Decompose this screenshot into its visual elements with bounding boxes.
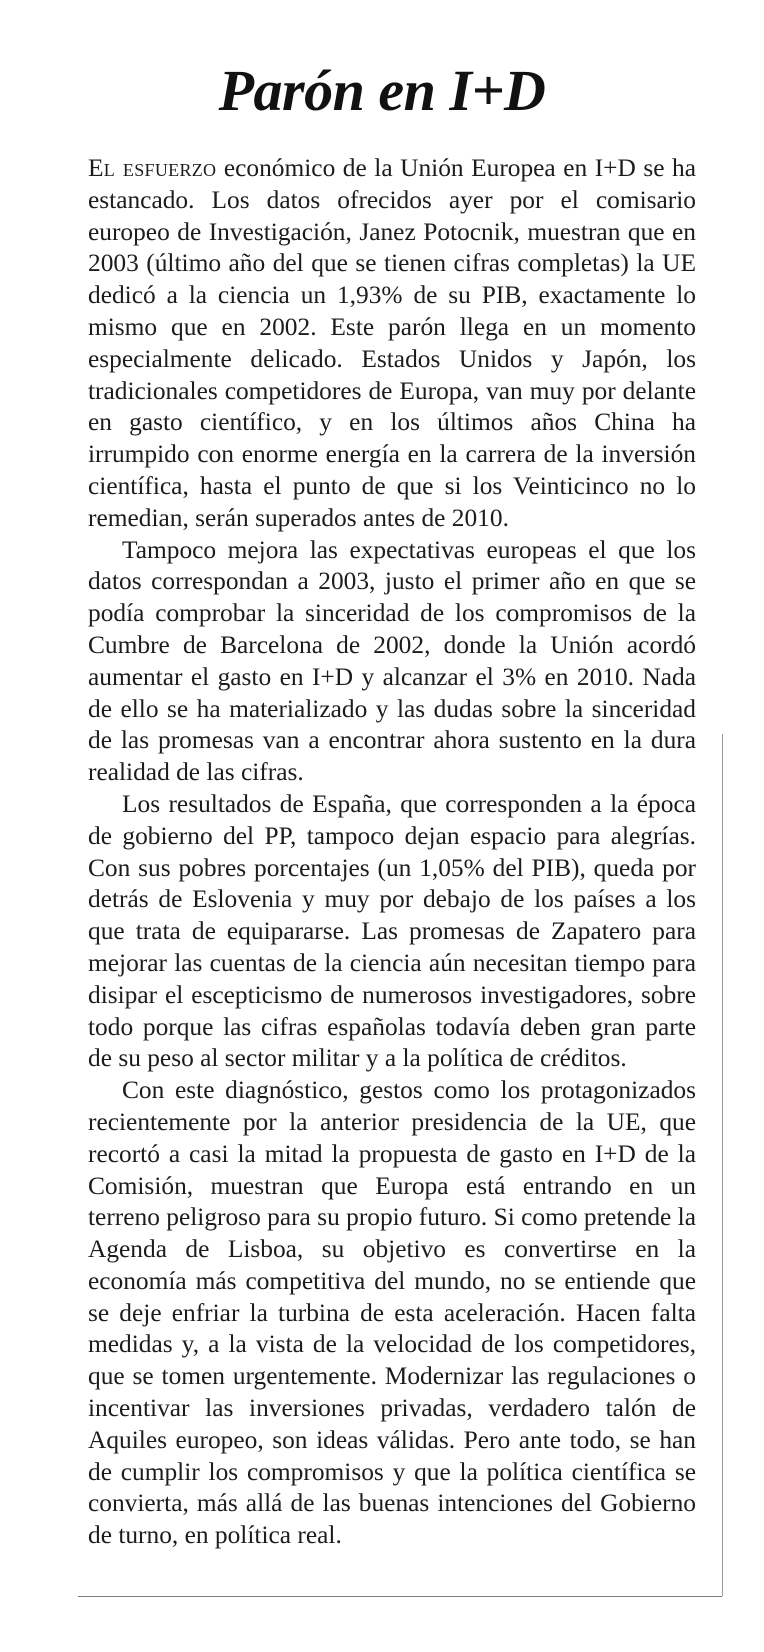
paragraph-1-text: económico de la Unión Europea en I+D se ha estancado. Los datos ofrecidos ayer por el comisario europeo de Investigación, Janez Potocnik, muestran que en 2003 (último año del que se tienen cifras completas) la UE dedicó a la ciencia un 1,93% de su PIB, exactamente lo mismo que en 2002. Este parón llega en un momento especialmente delicado. Estados Unidos y Japón, los tradicionales competidores de Europa, van muy por delante en gasto científico, y en los últimos años China ha irrumpido con enorme energía en la carrera de la inversión científica, hasta el punto de que si los Veinticinco no lo remedian, serán superados antes de 2010. [88,154,696,532]
article-body [88,153,696,1552]
article-headline: Parón en I+D [218,58,546,123]
article-paragraph-1 [88,153,696,535]
article-paragraph-2: Tampoco mejora las expectativas europeas el que los datos correspondan a 2003, justo el primer año en que se podía comprobar la sinceridad de los compromisos de la Cumbre de Barcelona de 2002, donde la Unión acordó aumentar el gasto en I+D y alcanzar el 3% en 2010. Nada de ello se ha materializado y las dudas sobre la sinceridad de las promesas van a encontrar ahora sustento en la dura realidad de las cifras. [88,535,696,787]
column-right-rule [722,734,723,1596]
column-bottom-rule [78,1596,722,1597]
lead-in-small-caps: El esfuerzo [88,154,217,182]
article-paragraph-3: Los resultados de España, que corresponden a la época de gobierno del PP, tampoco dejan espacio para alegrías. Con sus pobres porcentajes (un 1,05% del PIB), queda por detrás de Eslovenia y muy por debajo de los países a los que trata de equipararse. Las promesas de Zapatero para mejorar las cuentas de la ciencia aún necesitan tiempo para disipar el escepticismo de numerosos investigadores, sobre todo porque las cifras españolas todavía deben gran parte de su peso al sector militar y a la política de créditos. [88,789,696,1073]
article-paragraph-4: Con este diagnóstico, gestos como los protagonizados recientemente por la anterior presidencia de la UE, que recortó a casi la mitad la propuesta de gasto en I+D de la Comisión, muestran que Europa está entrando en un terreno peligroso para su propio futuro. Si como pretende la Agenda de Lisboa, su objetivo es convertirse en la economía más competitiva del mundo, no se entiende que se deje enfriar la turbina de esta aceleración. Hacen falta medidas y, a la vista de la velocidad de los competidores, que se tomen urgentemente. Modernizar las regulaciones o incentivar las inversiones privadas, verdadero talón de Aquiles europeo, son ideas válidas. Pero ante todo, se han de cumplir los compromisos y que la política científica se convierta, más allá de las buenas intenciones del Gobierno de turno, en política real. [88,1076,696,1550]
